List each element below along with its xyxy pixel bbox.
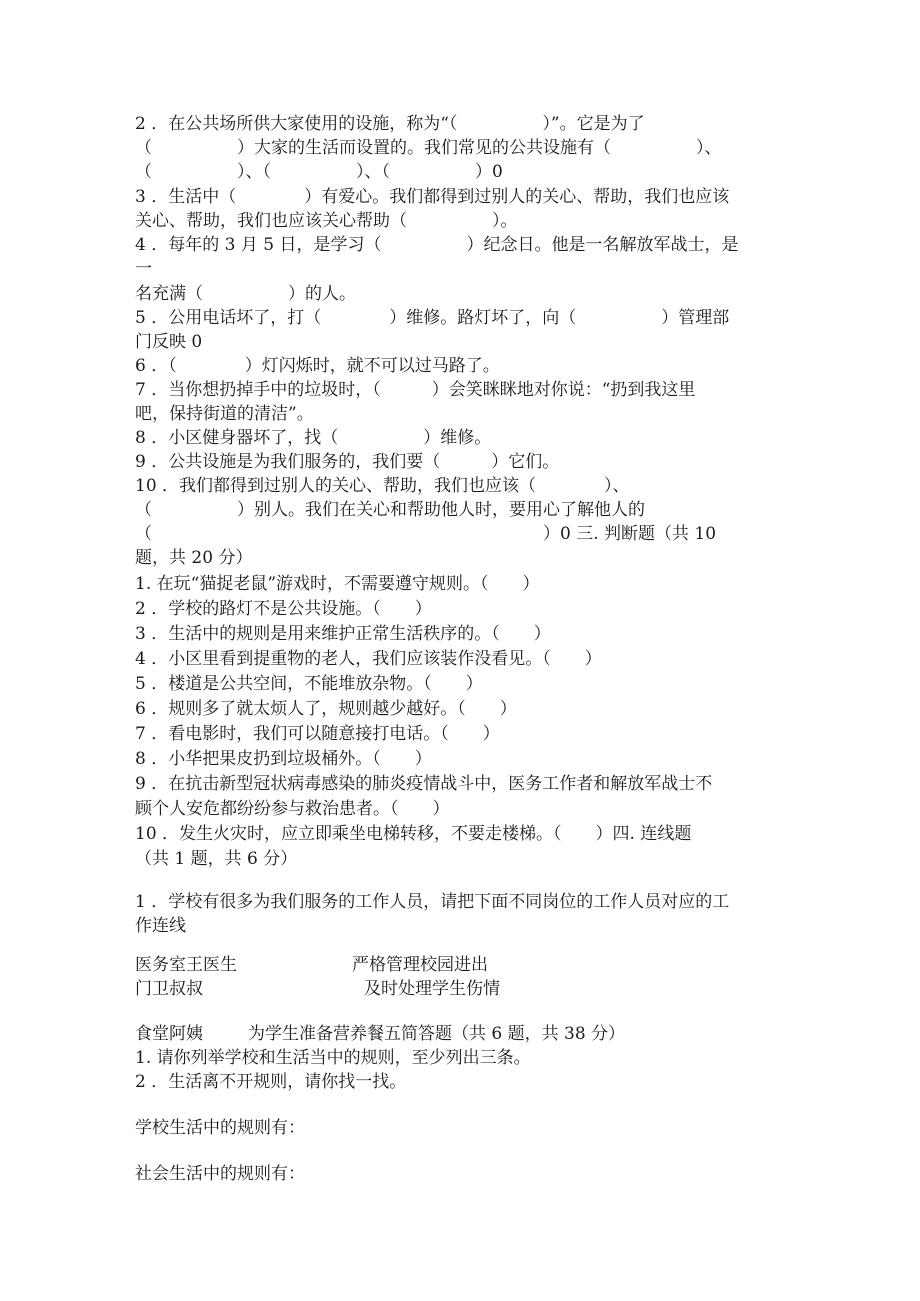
q9-line: 9 ．公共设施是为我们服务的，我们要（ ）它们。	[135, 452, 560, 472]
q10-line-1: 10 ．我们都得到过别人的关心、帮助，我们也应该（ ）、	[135, 476, 630, 496]
q4-line-1: 4 ．每年的 3 月 5 日，是学习（ ）纪念日。他是一名解放军战士，是	[135, 235, 739, 255]
matching-left-3: 食堂阿姨	[135, 1024, 203, 1044]
q8-line: 8 ．小区健身器坏了，找（ ）维修。	[135, 428, 492, 448]
judge-item-2: 2 ．学校的路灯不是公共设施。（ ）	[135, 599, 432, 619]
q7-line-1: 7 ．当你想扔掉手中的垃圾时，（ ）会笑眯眯地对你说：“扔到我这里	[135, 380, 696, 400]
q2-line-1: 2 ．在公共场所供大家使用的设施，称为“（ ）”。它是为了	[135, 114, 645, 134]
judge-item-4: 4 ．小区里看到提重物的老人，我们应该装作没看见。（ ）	[135, 649, 602, 669]
matching-left-1: 医务室王医生	[135, 955, 237, 975]
judge-item-1: 1. 在玩“猫捉老鼠”游戏时，不需要遵守规则。（ ）	[135, 574, 540, 594]
q4-line-3: 名充满（ ）的人。	[135, 284, 356, 304]
q2-line-3: （ ）、（ ）、（ ）0	[135, 162, 503, 182]
matching-right-1: 严格管理校园进出	[352, 955, 488, 975]
matching-question-line-1: 1 ．学校有很多为我们服务的工作人员，请把下面不同岗位的工作人员对应的工	[135, 892, 730, 912]
judge-item-5: 5 ．楼道是公共空间，不能堆放杂物。（ ）	[135, 674, 483, 694]
q6-line: 6 ．（ ）灯闪烁时，就不可以过马路了。	[135, 356, 500, 376]
q10-line-3: （ ）0 三. 判断题（共 10	[135, 524, 717, 544]
q10-line-2: （ ）别人。我们在关心和帮助他人时，要用心了解他人的	[135, 500, 645, 520]
judge-item-9-line-1: 9 ．在抗击新型冠状病毒感染的肺炎疫情战斗中，医务工作者和解放军战士不	[135, 774, 713, 794]
q3-line-1: 3 ．生活中（ ）有爱心。我们都得到过别人的关心、帮助，我们也应该	[135, 187, 730, 207]
q2-line-2: （ ）大家的生活而设置的。我们常见的公共设施有（ ）、	[135, 138, 722, 158]
judge-item-8: 8 ．小华把果皮扔到垃圾桶外。（ ）	[135, 749, 432, 769]
short-answer-q2: 2 ．生活离不开规则，请你找一找。	[135, 1072, 407, 1092]
matching-section-header: （共 1 题，共 6 分）	[135, 849, 298, 869]
society-rules-label: 社会生活中的规则有：	[135, 1164, 305, 1184]
matching-left-2: 门卫叔叔	[135, 979, 203, 999]
judge-item-10: 10 ．发生火灾时，应立即乘坐电梯转移，不要走楼梯。（ ）四. 连线题	[135, 824, 692, 844]
q3-line-2: 关心、帮助，我们也应该关心帮助（ ）。	[135, 211, 518, 231]
judge-item-7: 7 ．看电影时，我们可以随意接打电话。（ ）	[135, 724, 500, 744]
q5-line-2: 门反映 0	[135, 332, 203, 352]
q7-line-2: 吧，保持街道的清洁”。	[135, 404, 314, 424]
judge-item-9-line-2: 顾个人安危都纷纷参与救治患者。（ ）	[135, 799, 450, 819]
matching-question-line-2: 作连线	[135, 916, 186, 936]
matching-right-2: 及时处理学生伤情	[364, 979, 500, 999]
q4-line-2: 一	[135, 259, 152, 279]
judge-item-6: 6 ．规则多了就太烦人了，规则越少越好。（ ）	[135, 699, 517, 719]
short-answer-q1: 1. 请你列举学校和生活当中的规则，至少列出三条。	[135, 1048, 531, 1068]
school-rules-label: 学校生活中的规则有：	[135, 1118, 305, 1138]
q5-line-1: 5 ．公用电话坏了，打（ ）维修。路灯坏了，向（ ）管理部	[135, 308, 730, 328]
judge-item-3: 3 ．生活中的规则是用来维护正常生活秩序的。（ ）	[135, 624, 551, 644]
judgement-section-header: 题，共 20 分）	[135, 548, 253, 568]
matching-right-3: 为学生准备营养餐五简答题（共 6 题，共 38 分）	[248, 1024, 626, 1044]
